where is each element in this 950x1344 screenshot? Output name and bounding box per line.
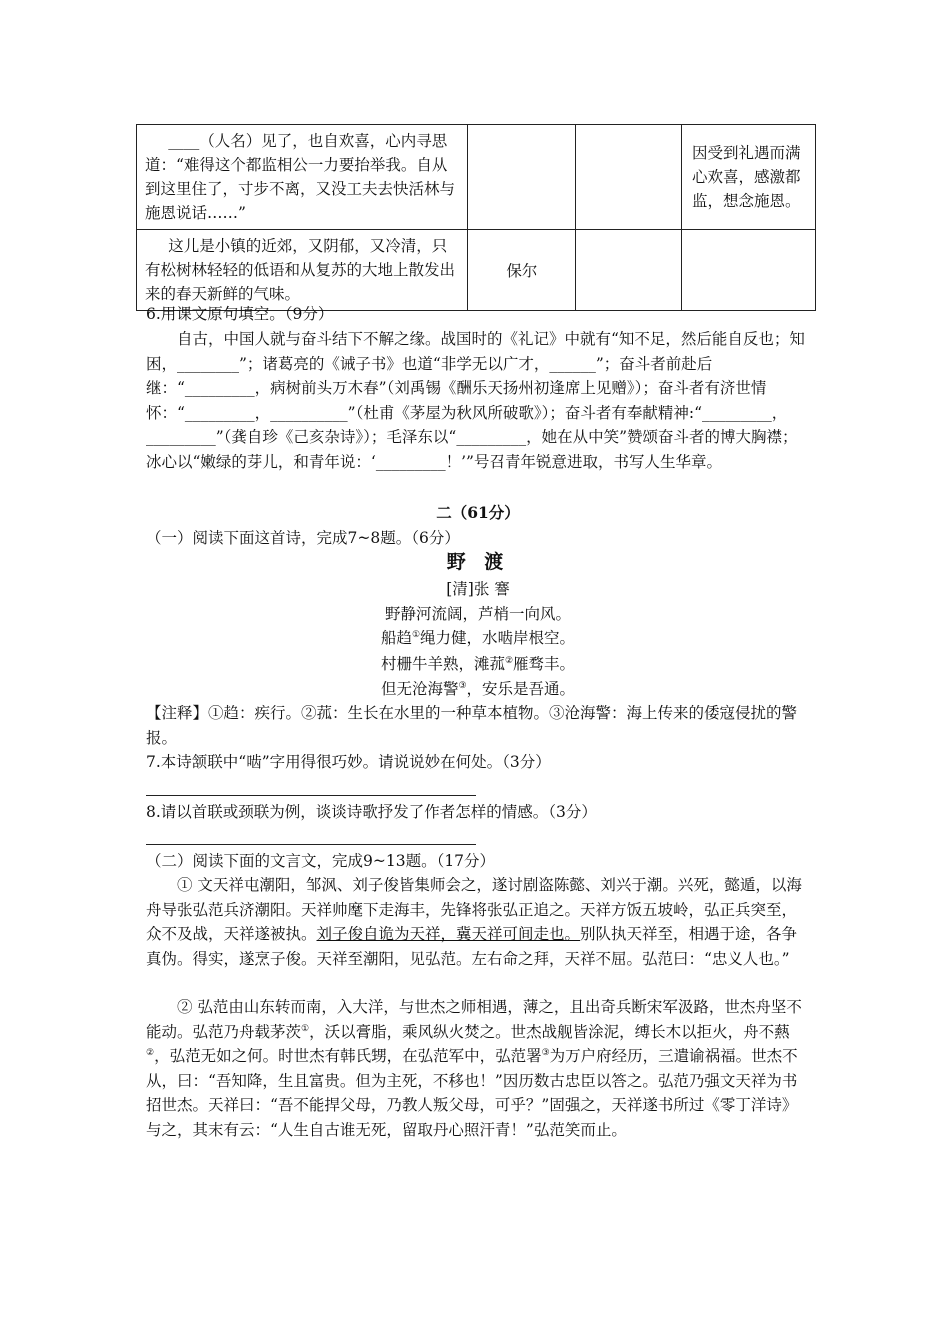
poem-line bbox=[146, 626, 810, 651]
poem-line bbox=[146, 677, 810, 702]
underlined-sentence: 刘子俊自诡为天祥，冀天祥可间走也。 bbox=[316, 925, 581, 943]
footnote-mark: ③ bbox=[458, 680, 467, 691]
answer-line bbox=[146, 795, 476, 796]
table-cell-analysis bbox=[681, 230, 815, 311]
excerpt-text: ____（人名）见了，也自欢喜，心内寻思道：“难得这个都监相公一力要抬举我。自从到这里住了，寸步不离，又没工夫去快活林与施恩说话……” bbox=[145, 132, 456, 222]
passage-text: ② 弘范由山东转而南，入大洋，与世杰之师相遇，薄之，且出奇兵断宋军汲路，世杰舟坚不能动。弘范乃舟载茅茨 bbox=[146, 998, 802, 1041]
poem-author: [清]张 謇 bbox=[446, 580, 510, 598]
footnote-mark: ② bbox=[146, 1047, 155, 1058]
table-cell-excerpt bbox=[137, 125, 468, 230]
table-cell-excerpt bbox=[137, 230, 468, 311]
table-cell-blank bbox=[576, 230, 682, 311]
footnote-mark: ② bbox=[504, 655, 514, 666]
poem-line bbox=[146, 652, 810, 677]
footnote-mark: ① bbox=[301, 1023, 310, 1034]
answer-line bbox=[146, 844, 476, 845]
table-cell-name: 保尔 bbox=[468, 230, 576, 311]
character-table bbox=[136, 124, 816, 311]
question-7: 7.本诗颔联中“啮”字用得很巧妙。请说说妙在何处。（3分） bbox=[146, 753, 551, 771]
question-6-heading: 6.用课文原句填空。（9分） bbox=[146, 305, 334, 323]
table-row bbox=[137, 125, 816, 230]
poem-line-text: 船趋 bbox=[380, 629, 412, 647]
footnote-mark: ③ bbox=[541, 1047, 550, 1058]
question-8: 8.请以首联或颈联为例，谈谈诗歌抒发了作者怎样的情感。（3分） bbox=[146, 803, 597, 821]
passage-text: 别队执天祥至，相遇于途，各争真伪。得实，遂烹子俊。天祥至潮阳，见弘范。左右命之拜，天祥不屈。弘范曰：“忠义人也。” bbox=[146, 925, 798, 968]
table-row bbox=[137, 230, 816, 311]
passage-text: ① 文天祥屯潮阳，邹沨、刘子俊皆集师会之，遂讨剧盗陈懿、刘兴于潮。兴死，懿遁，以海舟导张弘范兵济潮阳。天祥帅麾下走海丰，先锋将张弘正追之。天祥方饭五坡岭，弘正兵突至，众不及战，天祥遂被执。 bbox=[146, 876, 802, 943]
footnote-mark: ① bbox=[411, 629, 421, 640]
passage-text: ，弘范无如之何。时世杰有韩氏甥，在弘范军中，弘范署 bbox=[154, 1047, 542, 1065]
passage-text: 为万户府经历，三遣谕祸福。世杰不从，曰：“吾知降，生且富贵。但为主死，不移也！”因历数古忠臣以答之。弘范乃强文天祥为书招世杰。天祥曰：“吾不能捍父母，乃教人叛父母，可乎？”固强之，天祥遂书所过《零丁洋诗》与之，其末有云：“人生自古谁无死，留取丹心照汗青！”弘范笑而止。 bbox=[146, 1047, 798, 1139]
table-cell-analysis bbox=[681, 125, 815, 230]
table-cell-blank bbox=[576, 125, 682, 230]
poem-line-text: 村栅牛羊熟，滩菰 bbox=[380, 655, 505, 673]
poem-notes: 【注释】①趋：疾行。②菰：生长在水里的一种草本植物。③沧海警：海上传来的倭寇侵扰的警报。 bbox=[146, 704, 798, 747]
passage-paragraph-1 bbox=[146, 873, 810, 971]
poem-line bbox=[146, 602, 810, 627]
question-6-body: 自古，中国人就与奋斗结下不解之缘。战国时的《礼记》中就有“知不足，然后能自反也；知困，________”；诸葛亮的《诫子书》也道“非学无以广才，______”；奋斗者前赴后继：“_________，病树前头万木春”（刘禹锡《酬乐天扬州初逢席上见赠》）；奋斗者有济世情怀：“_________，__________”（杜甫《茅屋为秋风所破歌》）；奋斗者有奉献精神:“_________，_________”（龚自珍《己亥杂诗》）；毛泽东以“_________，她在从中笑”赞颂奋斗者的博大胸襟；冰心以“嫩绿的芽儿，和青年说：‘_________！’”号召青年锐意进取，书写人生华章。 bbox=[146, 330, 805, 471]
part2-intro: （二）阅读下面的文言文，完成9~13题。（17分） bbox=[146, 852, 496, 870]
poem-line-text: ，安乐是吾通。 bbox=[466, 680, 576, 698]
table-cell-name bbox=[468, 125, 576, 230]
poem-title: 野 渡 bbox=[446, 551, 510, 573]
poem-line-text: 绳力健，水啮岸根空。 bbox=[420, 629, 576, 647]
poem-line-text: 雁骛丰。 bbox=[513, 655, 576, 673]
section-heading: 二（61分） bbox=[436, 503, 520, 522]
excerpt-text: 这儿是小镇的近郊，又阴郁，又冷清，只有松树林轻轻的低语和从复苏的大地上散发出来的春天新鲜的气味。 bbox=[145, 237, 456, 303]
poem-line-text: 野静河流阔，芦梢一向风。 bbox=[384, 605, 571, 623]
poem-line-text: 但无沧海警 bbox=[380, 680, 459, 698]
passage-text: ，沃以膏脂，乘风纵火焚之。世杰战舰皆涂泥，缚长木以拒火，舟不爇 bbox=[309, 1022, 790, 1041]
passage-paragraph-2 bbox=[146, 995, 810, 1142]
part1-intro: （一）阅读下面这首诗，完成7~8题。（6分） bbox=[146, 529, 460, 547]
analysis-text: 因受到礼遇而满心欢喜，感激都监，想念施恩。 bbox=[691, 144, 801, 210]
